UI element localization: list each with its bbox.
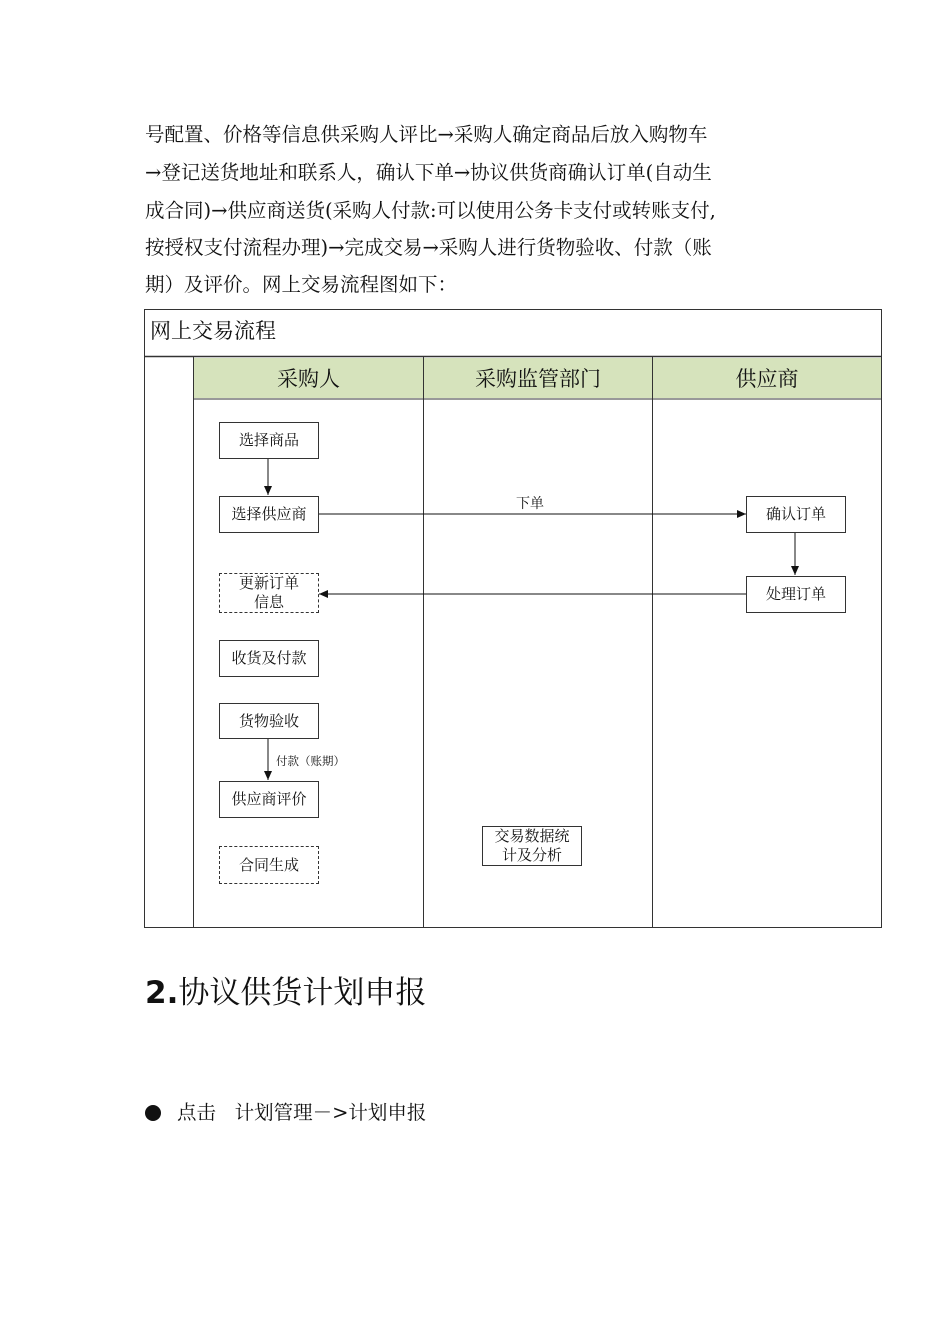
paragraph-line: 期）及评价。网上交易流程图如下：	[145, 273, 458, 296]
bullet-item	[145, 1099, 426, 1127]
section-title: 协议供货计划申报	[178, 975, 427, 1011]
box-receive-pay: 收货及付款	[219, 640, 319, 677]
paragraph-line: →登记送货地址和联系人，确认下单→协议供货商确认订单(自动生	[145, 161, 712, 184]
label-place-order: 下单	[516, 496, 544, 512]
box-evaluate: 供应商评价	[219, 781, 319, 818]
box-confirm-order: 确认订单	[746, 496, 846, 533]
section-number: 2.	[145, 975, 179, 1011]
box-process-order: 处理订单	[746, 576, 846, 613]
lane-header-purchaser: 采购人	[194, 358, 423, 398]
bullet-text: 点击 计划管理－>计划申报	[177, 1101, 427, 1124]
paragraph-line: 按授权支付流程办理)→完成交易→采购人进行货物验收、付款（账	[145, 236, 712, 259]
box-update-order: 更新订单信息	[219, 573, 319, 613]
section-heading	[145, 970, 426, 1016]
paragraph-line: 成合同)→供应商送货(采购人付款:可以使用公务卡支付或转账支付,	[145, 199, 716, 222]
paragraph-line: 号配置、价格等信息供采购人评比→采购人确定商品后放入购物车	[145, 123, 708, 146]
flow-diagram	[144, 309, 882, 928]
label-payment-term: 付款（账期）	[276, 754, 345, 768]
box-inspect: 货物验收	[219, 703, 319, 739]
flow-title: 网上交易流程	[150, 319, 276, 343]
box-select-goods: 选择商品	[219, 422, 319, 459]
box-select-supplier: 选择供应商	[219, 496, 319, 533]
lane-header-supervision: 采购监管部门	[424, 358, 652, 398]
bullet-dot-icon	[145, 1105, 161, 1121]
box-stats: 交易数据统计及分析	[482, 826, 582, 866]
box-contract: 合同生成	[219, 846, 319, 884]
lane-header-supplier: 供应商	[653, 358, 881, 398]
